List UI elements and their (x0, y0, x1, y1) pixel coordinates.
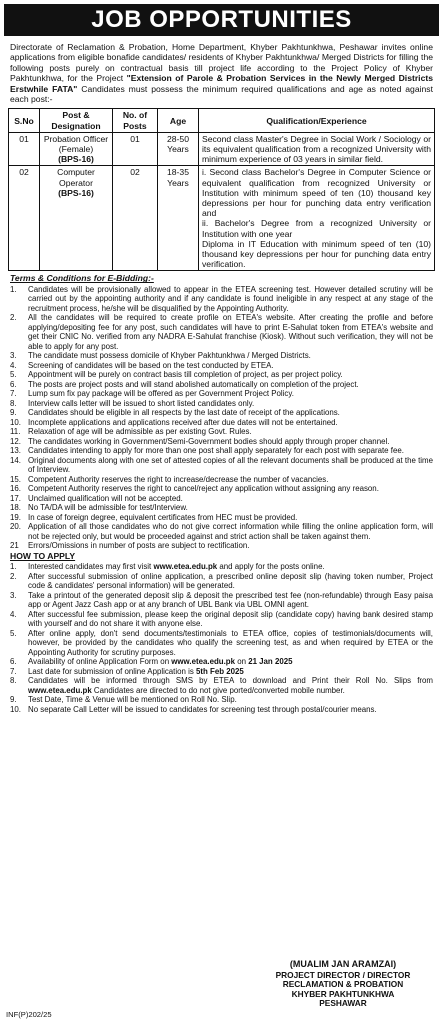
row-count: 02 (113, 166, 158, 271)
list-item (10, 657, 433, 667)
project-name: "Extension of Parole & Probation Services in the Newly Merged Districts Erstwhile FATA" (10, 73, 433, 94)
item-text (28, 562, 433, 572)
item-number: 4. (10, 360, 17, 370)
item-text-part: Test Date, Time & Venue will be mentioned on Roll No. Slip. (28, 695, 237, 705)
posts-table (8, 108, 435, 271)
post-bps: (BPS-16) (58, 154, 94, 165)
item-text: Unclaimed qualification will not be accepted. (28, 493, 183, 503)
list-item (10, 667, 433, 677)
row-age: 18-35 Years (158, 166, 199, 271)
qualification-line: Diploma in IT Education with minimum speed of ten (10) thousand key depressions per hour for punching data entry verification. (202, 238, 431, 270)
signatory-line: PROJECT DIRECTOR / DIRECTOR (275, 969, 411, 980)
item-text: All the candidates will be required to create profile on ETEA's website. After creating the profile and before applying/depositing fee for any post, such candidates will have to print E-Sahulat token from ETEA's website and get their CNIC No. verified from any NADRA E-Sahulat franchise (Kiosk). Without such verification, they will not be able to apply for any post. (28, 313, 433, 351)
item-text: Candidates intending to apply for more than one post shall apply separately for each post with separate fee. (28, 446, 404, 456)
list-item (10, 313, 433, 351)
item-number: 3. (10, 351, 17, 361)
table-header-row (9, 109, 435, 132)
table-row (9, 132, 435, 166)
list-item (10, 285, 433, 314)
item-text: Lump sum fix pay package will be offered as per Government Project Policy. (28, 389, 294, 399)
advertisement (4, 4, 439, 714)
list-item (10, 370, 433, 380)
item-text-part: After successful submission of online application, a prescribed online deposit slip (having token number, Project code & candidates' personal information) will be generated. (28, 571, 433, 591)
item-number: 5. (10, 370, 17, 380)
item-text-part: After online apply, don't send documents/testimonials to ETEA office, copies of testimonials/documents will, however, be provided by the candidates who qualify the screening test, as and when required by ETEA or the Appointing Authority for scrutiny purposes. (28, 628, 433, 657)
item-text: The candidate must possess domicile of Khyber Pakhtunkhwa / Merged Districts. (28, 351, 311, 361)
item-text: Interview calls letter will be issued to short listed candidates only. (28, 398, 255, 408)
item-number: 1. (10, 284, 17, 294)
item-text (28, 705, 433, 715)
row-post (40, 166, 113, 271)
item-highlight: www.etea.edu.pk (153, 562, 218, 572)
item-number: 6. (10, 657, 17, 667)
list-item (10, 629, 433, 658)
item-number: 17. (10, 493, 21, 503)
item-number: 3. (10, 590, 17, 600)
item-number: 9. (10, 695, 17, 705)
list-item (10, 676, 433, 695)
post-bps: (BPS-16) (58, 187, 94, 198)
list-item (10, 380, 433, 390)
item-text-part: on (235, 657, 249, 667)
item-text-part: Availability of online Application Form on (28, 657, 172, 667)
item-number: 19. (10, 512, 21, 522)
item-text (28, 610, 433, 629)
item-text-part: Take a printout of the generated deposit slip & deposit the prescribed test fee (non-refundable) through Easy paisa app or Agent Jazz Cash app or at any branch of UBL Bank via UBL OMNI agent. (28, 590, 433, 610)
row-qualification (199, 132, 435, 166)
list-item (10, 418, 433, 428)
item-text (28, 657, 433, 667)
list-item (10, 513, 433, 523)
row-age: 28-50 Years (158, 132, 199, 166)
row-sno: 02 (9, 166, 40, 271)
item-number: 14. (10, 455, 21, 465)
item-number: 18. (10, 503, 21, 513)
terms-list (10, 285, 433, 551)
list-item (10, 389, 433, 399)
list-item (10, 541, 433, 551)
row-count: 01 (113, 132, 158, 166)
qualification-line: ii. Bachelor's Degree from a recognized University or Institution with one year (202, 218, 431, 239)
item-text (28, 676, 433, 695)
post-name: Probation Officer (Female) (43, 133, 109, 155)
item-number: 15. (10, 474, 21, 484)
intro-text: Directorate of Reclamation & Probation, Home Department, Khyber Pakhtunkhwa, Peshawar invites online applications from eligible bonafide candidates/ residents of Khyber Pakhtunkhwa/ Merged Districts for filling the following posts purely on contractual basis till project life according to the Project Policy of Khyber Pakhtunkhwa, for the Project (10, 42, 433, 84)
item-text (28, 629, 433, 658)
item-number: 10. (10, 417, 21, 427)
list-item (10, 456, 433, 475)
post-name: Computer Operator (57, 167, 95, 188)
list-item (10, 361, 433, 371)
list-item (10, 351, 433, 361)
list-item (10, 522, 433, 541)
item-number: 11. (10, 427, 21, 437)
item-text-part: Candidates are directed to do not give ported/converted mobile number. (91, 685, 345, 695)
row-qualification (199, 166, 435, 271)
how-to-apply-list (10, 562, 433, 714)
item-text: Screening of candidates will be based on the test conducted by ETEA. (28, 360, 274, 370)
item-number: 8. (10, 676, 17, 686)
item-number: 2. (10, 313, 17, 323)
item-highlight: www.etea.edu.pk (171, 657, 236, 667)
page-title: JOB OPPORTUNITIES (4, 4, 439, 36)
item-text: Candidates will be provisionally allowed to appear in the ETEA screening test. However detailed scrutiny will be carried out by the appointing authority and if any candidate is found ineligible in any respect at any stage of the recruitment process, he/she will be disqualified by the Appointing Authority. (28, 284, 433, 313)
item-number: 8. (10, 398, 17, 408)
item-text: Competent Authority reserves the right to increase/decrease the number of vacancies. (28, 474, 329, 484)
signatory-line: KHYBER PAKHTUNKHWA (291, 988, 395, 999)
item-number: 9. (10, 408, 17, 418)
header-sno: S.No (9, 109, 40, 132)
item-highlight: 5th Feb 2025 (196, 666, 244, 676)
item-number: 7. (10, 666, 17, 676)
header-age: Age (158, 109, 199, 132)
qualification-line: Second class Master's Degree in Social Work / Sociology or its equivalent qualification from a recognized University with minimum experience of 03 years in similar field. (202, 133, 431, 165)
item-number: 10. (10, 704, 21, 714)
header-count: No. of Posts (113, 109, 158, 132)
item-text: Application of all those candidates who do not give correct information while filling the online application form, will not be rejected only, but would be proceeded against and strict action shall be taken against them. (28, 522, 433, 541)
item-number: 21 (10, 541, 19, 551)
item-text (28, 591, 433, 610)
header-post: Post & Designation (40, 109, 113, 132)
list-item (10, 494, 433, 504)
list-item (10, 572, 433, 591)
item-text: In case of foreign degree, equivalent certificates from HEC must be provided. (28, 512, 298, 522)
list-item (10, 399, 433, 409)
item-number: 20. (10, 522, 21, 532)
item-text-part: After successful fee submission, please keep the original deposit slip (candidate copy) having bank desired stamp with yourself and do not share it with anyone else. (28, 609, 433, 629)
item-text: Appointment will be purely on contract basis till completion of project, as per project policy. (28, 370, 343, 380)
list-item (10, 437, 433, 447)
item-text-part: Interested candidates may first visit (28, 562, 154, 572)
intro-paragraph (4, 42, 439, 104)
item-number: 4. (10, 609, 17, 619)
intro-tail: Candidates must possess the minimum required qualifications and age as noted against each post:- (10, 83, 433, 105)
list-item (10, 408, 433, 418)
qualification-line: i. Second class Bachelor's Degree in Computer Science or equivalent qualification from recognized University or Institution with minimum speed of ten (10) thousand key depressions per hour for punching data entry verification and (202, 167, 431, 219)
item-text: The posts are project posts and will stand abolished automatically on completion of the project. (28, 379, 359, 389)
row-post (40, 132, 113, 166)
header-qualification: Qualification/Experience (199, 109, 435, 132)
item-text: Relaxation of age will be admissible as per existing Govt. Rules. (28, 427, 252, 437)
item-text: Incomplete applications and applications received after due dates will not be entertained. (28, 417, 338, 427)
row-sno: 01 (9, 132, 40, 166)
item-text (28, 572, 433, 591)
item-text-part: and apply for the posts online. (217, 562, 325, 572)
item-number: 6. (10, 379, 17, 389)
item-text (28, 667, 433, 677)
item-number: 5. (10, 628, 17, 638)
item-text: The candidates working in Government/Semi-Government bodies should apply through proper channel. (28, 436, 390, 446)
list-item (10, 427, 433, 437)
item-text (28, 695, 433, 705)
item-text-part: No separate Call Letter will be issued to candidates for screening test through postal/courier means. (28, 704, 377, 714)
list-item (10, 484, 433, 494)
item-highlight: 21 Jan 2025 (248, 657, 293, 667)
item-text: Competent Authority reserves the right to cancel/reject any application without assigning any reason. (28, 484, 379, 494)
item-number: 13. (10, 446, 21, 456)
list-item (10, 475, 433, 485)
signatory-name: (MUALIM JAN ARAMZAI) (289, 959, 397, 969)
item-number: 12. (10, 436, 21, 446)
signature-block (253, 960, 433, 1009)
list-item (10, 446, 433, 456)
terms-title: Terms & Conditions for E-Bidding:- (10, 273, 154, 284)
reference-number: INF(P)202/25 (6, 1010, 52, 1019)
item-highlight: www.etea.edu.pk (28, 685, 92, 695)
list-item (10, 562, 433, 572)
terms-section (4, 274, 439, 714)
item-text: No TA/DA will be admissible for test/Interview. (28, 503, 188, 513)
list-item (10, 610, 433, 629)
list-item (10, 503, 433, 513)
signatory-line: RECLAMATION & PROBATION (282, 979, 404, 990)
how-to-apply-title: HOW TO APPLY (10, 550, 76, 561)
item-text: Errors/Omissions in number of posts are subject to rectification. (28, 541, 250, 551)
item-text: Original documents along with one set of attested copies of all the relevant documents shall be produced at the time of Interview. (28, 455, 433, 475)
item-number: 16. (10, 484, 21, 494)
signatory-line: PESHAWAR (319, 998, 367, 1009)
table-row (9, 166, 435, 271)
list-item (10, 591, 433, 610)
list-item (10, 695, 433, 705)
item-number: 1. (10, 562, 17, 572)
item-number: 2. (10, 571, 17, 581)
item-number: 7. (10, 389, 17, 399)
item-text-part: Candidates will be informed through SMS by ETEA to download and Print their Roll No. Slips from (28, 676, 433, 686)
item-text: Candidates should be eligible in all respects by the last date of receipt of the applications. (28, 408, 340, 418)
item-text-part: Last date for submission of online Application is (28, 666, 196, 676)
list-item (10, 705, 433, 715)
